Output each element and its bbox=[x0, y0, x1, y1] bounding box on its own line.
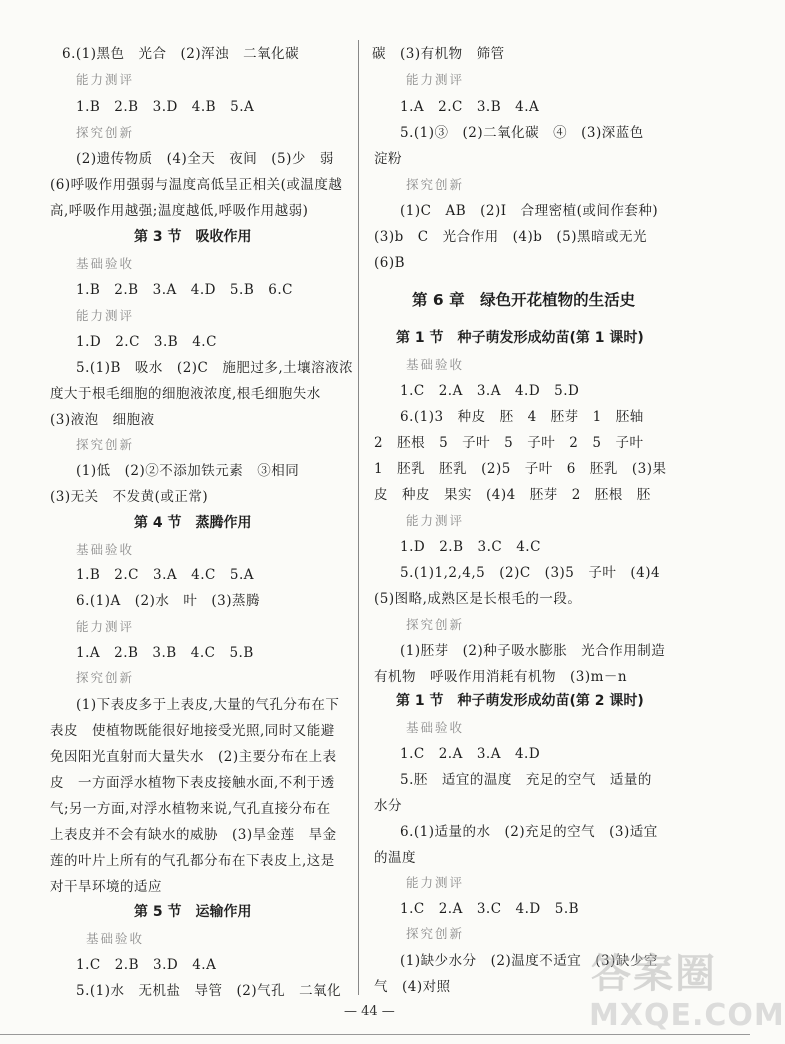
answer-line: 2 胚根 5 子叶 5 子叶 2 5 子叶 bbox=[374, 435, 644, 451]
section-label: 能力测评 bbox=[76, 619, 135, 634]
answer-line: 1.C 2.A 3.A 4.D 5.D bbox=[400, 383, 580, 399]
page-number: — 44 — bbox=[344, 1004, 395, 1019]
answer-line: 5.(1)1,2,4,5 (2)C (3)5 子叶 (4)4 bbox=[400, 565, 661, 581]
answer-line: 1.B 2.B 3.A 4.D 5.B 6.C bbox=[76, 282, 293, 298]
section-title: 第 5 节 运输作用 bbox=[134, 904, 252, 920]
answer-line: 6.(1)3 种皮 胚 4 胚芽 1 胚轴 bbox=[400, 409, 644, 425]
answer-line: 1.B 2.C 3.A 4.C 5.A bbox=[76, 567, 254, 583]
answer-line: 皮 种皮 果实 (4)4 胚芽 2 胚根 胚 bbox=[374, 487, 651, 503]
answer-line: 6.(1)黑色 光合 (2)浑浊 二氧化碳 bbox=[62, 46, 300, 62]
section-label: 基础验收 bbox=[86, 931, 145, 946]
answer-line: (1)C AB (2)Ⅰ 合理密植(或间作套种) bbox=[400, 203, 659, 219]
section-label: 基础验收 bbox=[76, 542, 135, 557]
answer-line: 5.(1)水 无机盐 导管 (2)气孔 二氧化 bbox=[76, 983, 342, 999]
answer-line: 水分 bbox=[374, 798, 402, 814]
answer-line: (3)无关 不发黄(或正常) bbox=[50, 489, 209, 505]
answer-line: 高,呼吸作用越强;温度越低,呼吸作用越弱) bbox=[50, 203, 309, 219]
answer-line: 碳 (3)有机物 筛管 bbox=[372, 46, 505, 62]
answer-line: (5)图略,成熟区是长根毛的一段。 bbox=[374, 591, 582, 607]
answer-line: (3)液泡 细胞液 bbox=[50, 412, 155, 428]
section-label: 基础验收 bbox=[76, 256, 135, 271]
section-label: 探究创新 bbox=[76, 670, 135, 685]
section-title: 第 4 节 蒸腾作用 bbox=[134, 515, 252, 531]
answer-line: 1.D 2.C 3.B 4.C bbox=[76, 334, 217, 350]
section-label: 探究创新 bbox=[76, 125, 135, 140]
answer-line: 1.D 2.B 3.C 4.C bbox=[400, 539, 541, 555]
answer-line: 6.(1)A (2)水 叶 (3)蒸腾 bbox=[76, 593, 260, 609]
answer-line: 有机物 呼吸作用消耗有机物 (3)m－n bbox=[374, 669, 628, 685]
answer-line: 6.(1)适量的水 (2)充足的空气 (3)适宜 bbox=[400, 824, 658, 840]
answer-line: 1.C 2.A 3.A 4.D bbox=[400, 746, 541, 762]
watermark-text: 答案圈 bbox=[591, 951, 717, 997]
answer-line: 气;另一方面,对浮水植物来说,气孔直接分布在 bbox=[50, 801, 331, 817]
answer-line: 1.A 2.C 3.B 4.A bbox=[400, 99, 540, 115]
answer-line: 皮 一方面浮水植物下表皮接触水面,不利于透 bbox=[50, 775, 335, 791]
answer-line: 上表皮并不会有缺水的威胁 (3)旱金莲 旱金 bbox=[50, 827, 337, 843]
chapter-title: 第 6 章 绿色开花植物的生活史 bbox=[412, 291, 636, 309]
section-label: 探究创新 bbox=[406, 926, 465, 941]
answer-line: 1.C 2.A 3.C 4.D 5.B bbox=[400, 901, 580, 917]
answer-line: (2)遗传物质 (4)全天 夜间 (5)少 弱 bbox=[76, 151, 334, 167]
answer-line: 5.胚 适宜的温度 充足的空气 适量的 bbox=[400, 772, 652, 788]
answer-line: 气 (4)对照 bbox=[374, 979, 451, 995]
section-title: 第 1 节 种子萌发形成幼苗(第 1 课时) bbox=[396, 330, 644, 346]
section-title: 第 1 节 种子萌发形成幼苗(第 2 课时) bbox=[396, 693, 644, 709]
answer-line: (3)b C 光合作用 (4)b (5)黑暗或无光 bbox=[374, 229, 647, 245]
section-label: 探究创新 bbox=[406, 177, 465, 192]
section-label: 能力测评 bbox=[76, 308, 135, 323]
answer-line: 淀粉 bbox=[374, 151, 402, 167]
watermark-url: MXQE.COM bbox=[589, 998, 785, 1033]
answer-line: 5.(1)B 吸水 (2)C 施肥过多,土壤溶液浓 bbox=[76, 360, 354, 376]
answer-line: 对干旱环境的适应 bbox=[50, 879, 162, 895]
section-label: 基础验收 bbox=[406, 357, 465, 372]
answer-line: (1)下表皮多于上表皮,大量的气孔分布在下 bbox=[76, 697, 340, 713]
answer-line: (1)缺少水分 (2)温度不适宜 (3)缺少空 bbox=[400, 953, 658, 969]
section-label: 基础验收 bbox=[406, 720, 465, 735]
answer-line: 度大于根毛细胞的细胞液浓度,根毛细胞失水 bbox=[50, 386, 321, 402]
answer-line: 1.B 2.B 3.D 4.B 5.A bbox=[76, 99, 255, 115]
answer-line: (1)低 (2)②不添加铁元素 ③相同 bbox=[76, 463, 300, 479]
answer-line: 1.C 2.B 3.D 4.A bbox=[76, 957, 217, 973]
section-label: 探究创新 bbox=[76, 437, 135, 452]
answer-line: 免因阳光直射而大量失水 (2)主要分布在上表 bbox=[50, 749, 337, 765]
answer-line: 5.(1)③ (2)二氧化碳 ④ (3)深蓝色 bbox=[400, 125, 644, 141]
section-label: 能力测评 bbox=[76, 72, 135, 87]
answer-line: (6)B bbox=[374, 255, 406, 271]
section-label: 探究创新 bbox=[406, 617, 465, 632]
bottom-rule bbox=[0, 1034, 750, 1035]
column-divider bbox=[358, 40, 359, 995]
answer-line: 表皮 使植物既能很好地接受光照,同时又能避 bbox=[50, 723, 335, 739]
answer-line: (6)呼吸作用强弱与温度高低呈正相关(或温度越 bbox=[50, 177, 343, 193]
answer-line: (1)胚芽 (2)种子吸水膨胀 光合作用制造 bbox=[400, 643, 666, 659]
answer-line: 1 胚乳 胚乳 (2)5 子叶 6 胚乳 (3)果 bbox=[374, 461, 667, 477]
answer-line: 莲的叶片上所有的气孔都分布在下表皮上,这是 bbox=[50, 853, 335, 869]
answer-line: 1.A 2.B 3.B 4.C 5.B bbox=[76, 645, 254, 661]
section-title: 第 3 节 吸收作用 bbox=[134, 229, 252, 245]
answer-line: 的温度 bbox=[374, 850, 416, 866]
section-label: 能力测评 bbox=[406, 72, 465, 87]
watermark bbox=[585, 930, 785, 1040]
section-label: 能力测评 bbox=[406, 513, 465, 528]
section-label: 能力测评 bbox=[406, 875, 465, 890]
